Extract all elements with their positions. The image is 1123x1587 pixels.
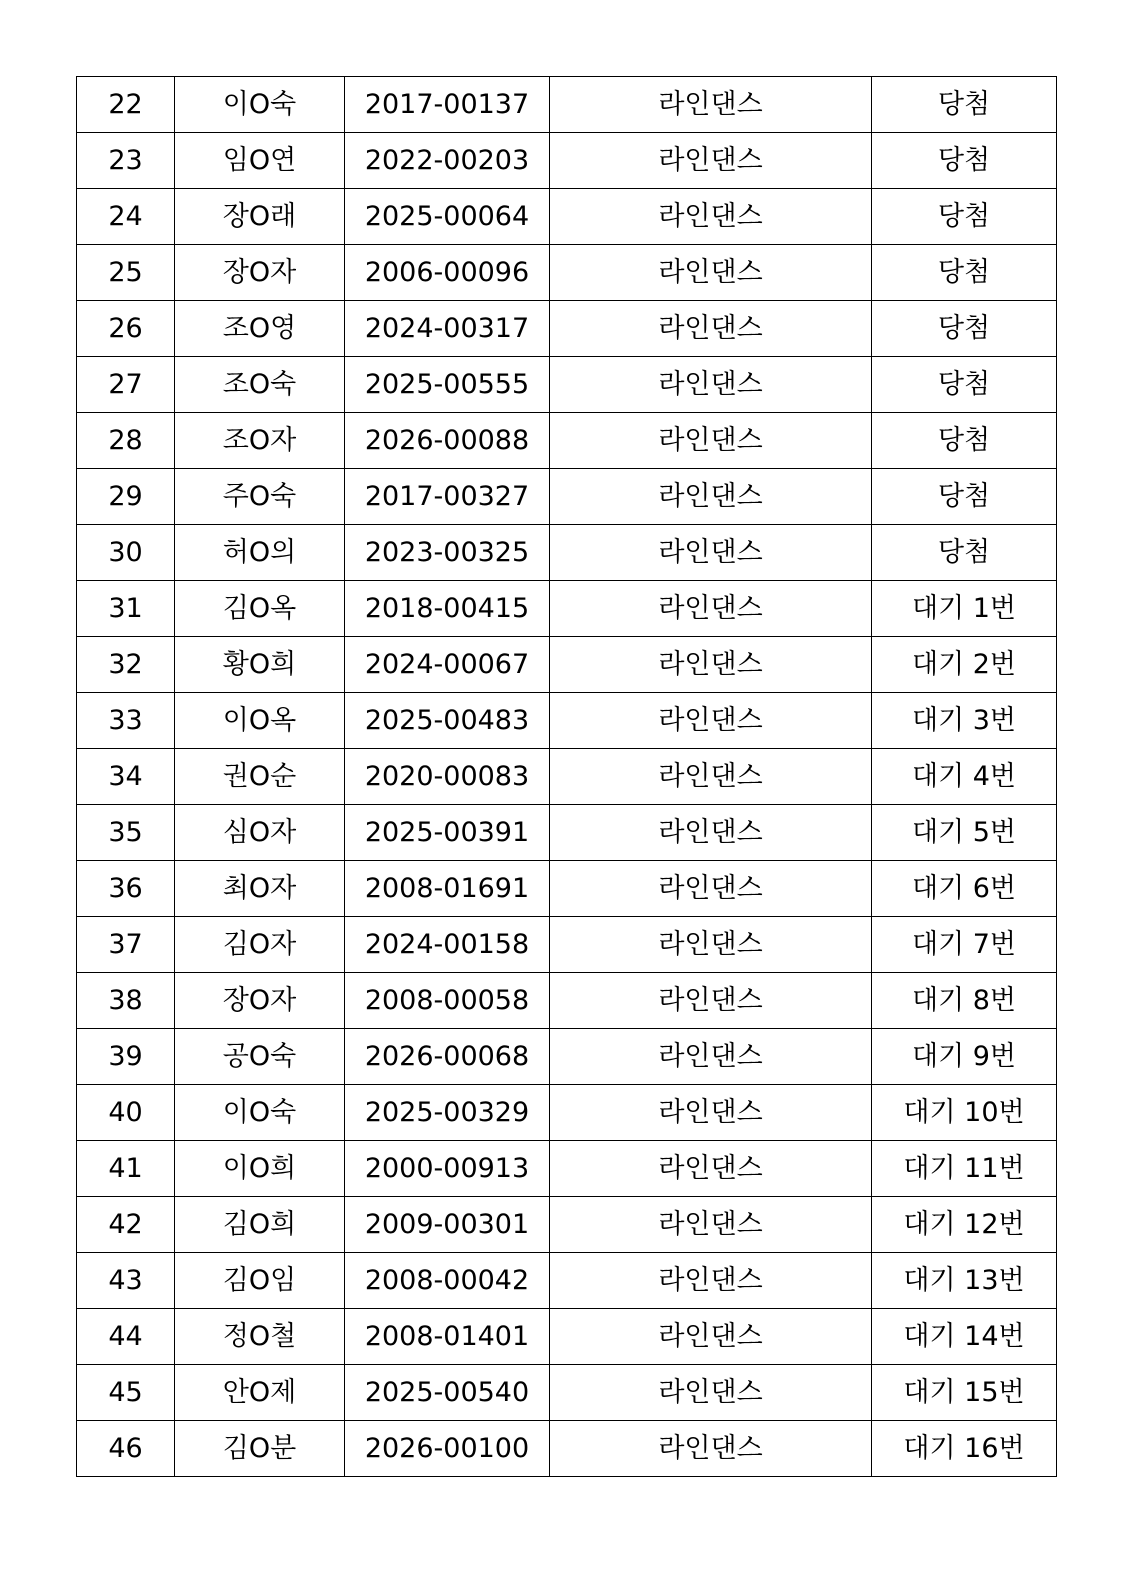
table-row (77, 1029, 1057, 1085)
row-number-cell: 22 (77, 77, 175, 133)
name-cell: 장O자 (175, 245, 345, 301)
table-row (77, 749, 1057, 805)
row-number-cell: 25 (77, 245, 175, 301)
row-number-cell: 31 (77, 581, 175, 637)
table-row (77, 133, 1057, 189)
row-number-cell: 42 (77, 1197, 175, 1253)
table-row (77, 357, 1057, 413)
row-number-cell: 33 (77, 693, 175, 749)
member-id-cell: 2017-00327 (345, 469, 550, 525)
result-cell: 대기 3번 (872, 693, 1057, 749)
table-row (77, 637, 1057, 693)
row-number-cell: 23 (77, 133, 175, 189)
result-cell: 당첨 (872, 77, 1057, 133)
result-cell: 대기 12번 (872, 1197, 1057, 1253)
program-cell: 라인댄스 (550, 861, 872, 917)
table-row (77, 525, 1057, 581)
row-number-cell: 44 (77, 1309, 175, 1365)
name-cell: 정O철 (175, 1309, 345, 1365)
table-row (77, 189, 1057, 245)
table-row (77, 1309, 1057, 1365)
result-cell: 대기 15번 (872, 1365, 1057, 1421)
results-table (76, 76, 1057, 1477)
program-cell: 라인댄스 (550, 1365, 872, 1421)
member-id-cell: 2020-00083 (345, 749, 550, 805)
row-number-cell: 32 (77, 637, 175, 693)
program-cell: 라인댄스 (550, 525, 872, 581)
member-id-cell: 2025-00483 (345, 693, 550, 749)
result-cell: 대기 7번 (872, 917, 1057, 973)
name-cell: 심O자 (175, 805, 345, 861)
member-id-cell: 2017-00137 (345, 77, 550, 133)
result-cell: 대기 4번 (872, 749, 1057, 805)
name-cell: 주O숙 (175, 469, 345, 525)
program-cell: 라인댄스 (550, 1141, 872, 1197)
program-cell: 라인댄스 (550, 189, 872, 245)
row-number-cell: 37 (77, 917, 175, 973)
member-id-cell: 2026-00088 (345, 413, 550, 469)
name-cell: 최O자 (175, 861, 345, 917)
member-id-cell: 2025-00555 (345, 357, 550, 413)
table-row (77, 1253, 1057, 1309)
result-cell: 대기 9번 (872, 1029, 1057, 1085)
result-cell: 대기 5번 (872, 805, 1057, 861)
result-cell: 대기 6번 (872, 861, 1057, 917)
result-cell: 당첨 (872, 133, 1057, 189)
result-cell: 당첨 (872, 357, 1057, 413)
name-cell: 조O영 (175, 301, 345, 357)
program-cell: 라인댄스 (550, 133, 872, 189)
program-cell: 라인댄스 (550, 357, 872, 413)
name-cell: 임O연 (175, 133, 345, 189)
result-cell: 당첨 (872, 525, 1057, 581)
table-row (77, 245, 1057, 301)
table-row (77, 1365, 1057, 1421)
program-cell: 라인댄스 (550, 1309, 872, 1365)
row-number-cell: 26 (77, 301, 175, 357)
name-cell: 김O자 (175, 917, 345, 973)
row-number-cell: 28 (77, 413, 175, 469)
program-cell: 라인댄스 (550, 413, 872, 469)
name-cell: 이O숙 (175, 77, 345, 133)
row-number-cell: 36 (77, 861, 175, 917)
table-row (77, 469, 1057, 525)
row-number-cell: 38 (77, 973, 175, 1029)
row-number-cell: 45 (77, 1365, 175, 1421)
result-cell: 대기 13번 (872, 1253, 1057, 1309)
program-cell: 라인댄스 (550, 245, 872, 301)
program-cell: 라인댄스 (550, 973, 872, 1029)
row-number-cell: 35 (77, 805, 175, 861)
row-number-cell: 46 (77, 1421, 175, 1477)
row-number-cell: 29 (77, 469, 175, 525)
member-id-cell: 2008-00058 (345, 973, 550, 1029)
result-cell: 대기 16번 (872, 1421, 1057, 1477)
table-row (77, 973, 1057, 1029)
table-row (77, 77, 1057, 133)
member-id-cell: 2025-00329 (345, 1085, 550, 1141)
name-cell: 이O숙 (175, 1085, 345, 1141)
name-cell: 김O분 (175, 1421, 345, 1477)
result-cell: 당첨 (872, 189, 1057, 245)
table-row (77, 693, 1057, 749)
name-cell: 김O임 (175, 1253, 345, 1309)
program-cell: 라인댄스 (550, 693, 872, 749)
row-number-cell: 39 (77, 1029, 175, 1085)
member-id-cell: 2000-00913 (345, 1141, 550, 1197)
program-cell: 라인댄스 (550, 77, 872, 133)
name-cell: 조O자 (175, 413, 345, 469)
table-row (77, 861, 1057, 917)
program-cell: 라인댄스 (550, 917, 872, 973)
table-row (77, 301, 1057, 357)
member-id-cell: 2026-00100 (345, 1421, 550, 1477)
row-number-cell: 43 (77, 1253, 175, 1309)
table-body (77, 77, 1057, 1477)
name-cell: 안O제 (175, 1365, 345, 1421)
row-number-cell: 34 (77, 749, 175, 805)
member-id-cell: 2024-00067 (345, 637, 550, 693)
table-row (77, 413, 1057, 469)
member-id-cell: 2009-00301 (345, 1197, 550, 1253)
table-row (77, 805, 1057, 861)
name-cell: 황O희 (175, 637, 345, 693)
member-id-cell: 2022-00203 (345, 133, 550, 189)
member-id-cell: 2026-00068 (345, 1029, 550, 1085)
result-cell: 당첨 (872, 413, 1057, 469)
table-row (77, 1141, 1057, 1197)
program-cell: 라인댄스 (550, 469, 872, 525)
program-cell: 라인댄스 (550, 581, 872, 637)
program-cell: 라인댄스 (550, 749, 872, 805)
row-number-cell: 41 (77, 1141, 175, 1197)
name-cell: 허O의 (175, 525, 345, 581)
result-cell: 대기 8번 (872, 973, 1057, 1029)
name-cell: 공O숙 (175, 1029, 345, 1085)
name-cell: 이O옥 (175, 693, 345, 749)
result-cell: 당첨 (872, 245, 1057, 301)
table-row (77, 581, 1057, 637)
program-cell: 라인댄스 (550, 1085, 872, 1141)
member-id-cell: 2008-01691 (345, 861, 550, 917)
row-number-cell: 27 (77, 357, 175, 413)
member-id-cell: 2024-00317 (345, 301, 550, 357)
row-number-cell: 24 (77, 189, 175, 245)
result-cell: 당첨 (872, 301, 1057, 357)
member-id-cell: 2006-00096 (345, 245, 550, 301)
member-id-cell: 2008-00042 (345, 1253, 550, 1309)
name-cell: 김O희 (175, 1197, 345, 1253)
program-cell: 라인댄스 (550, 1421, 872, 1477)
member-id-cell: 2023-00325 (345, 525, 550, 581)
program-cell: 라인댄스 (550, 1197, 872, 1253)
name-cell: 권O순 (175, 749, 345, 805)
result-cell: 당첨 (872, 469, 1057, 525)
name-cell: 장O자 (175, 973, 345, 1029)
name-cell: 조O숙 (175, 357, 345, 413)
table-row (77, 1085, 1057, 1141)
name-cell: 장O래 (175, 189, 345, 245)
program-cell: 라인댄스 (550, 301, 872, 357)
program-cell: 라인댄스 (550, 1253, 872, 1309)
result-cell: 대기 10번 (872, 1085, 1057, 1141)
member-id-cell: 2025-00391 (345, 805, 550, 861)
result-cell: 대기 14번 (872, 1309, 1057, 1365)
program-cell: 라인댄스 (550, 805, 872, 861)
result-cell: 대기 1번 (872, 581, 1057, 637)
member-id-cell: 2025-00064 (345, 189, 550, 245)
member-id-cell: 2025-00540 (345, 1365, 550, 1421)
member-id-cell: 2018-00415 (345, 581, 550, 637)
table-row (77, 917, 1057, 973)
program-cell: 라인댄스 (550, 1029, 872, 1085)
result-cell: 대기 11번 (872, 1141, 1057, 1197)
name-cell: 이O희 (175, 1141, 345, 1197)
member-id-cell: 2008-01401 (345, 1309, 550, 1365)
member-id-cell: 2024-00158 (345, 917, 550, 973)
row-number-cell: 30 (77, 525, 175, 581)
program-cell: 라인댄스 (550, 637, 872, 693)
table-row (77, 1421, 1057, 1477)
result-cell: 대기 2번 (872, 637, 1057, 693)
table-row (77, 1197, 1057, 1253)
row-number-cell: 40 (77, 1085, 175, 1141)
name-cell: 김O옥 (175, 581, 345, 637)
